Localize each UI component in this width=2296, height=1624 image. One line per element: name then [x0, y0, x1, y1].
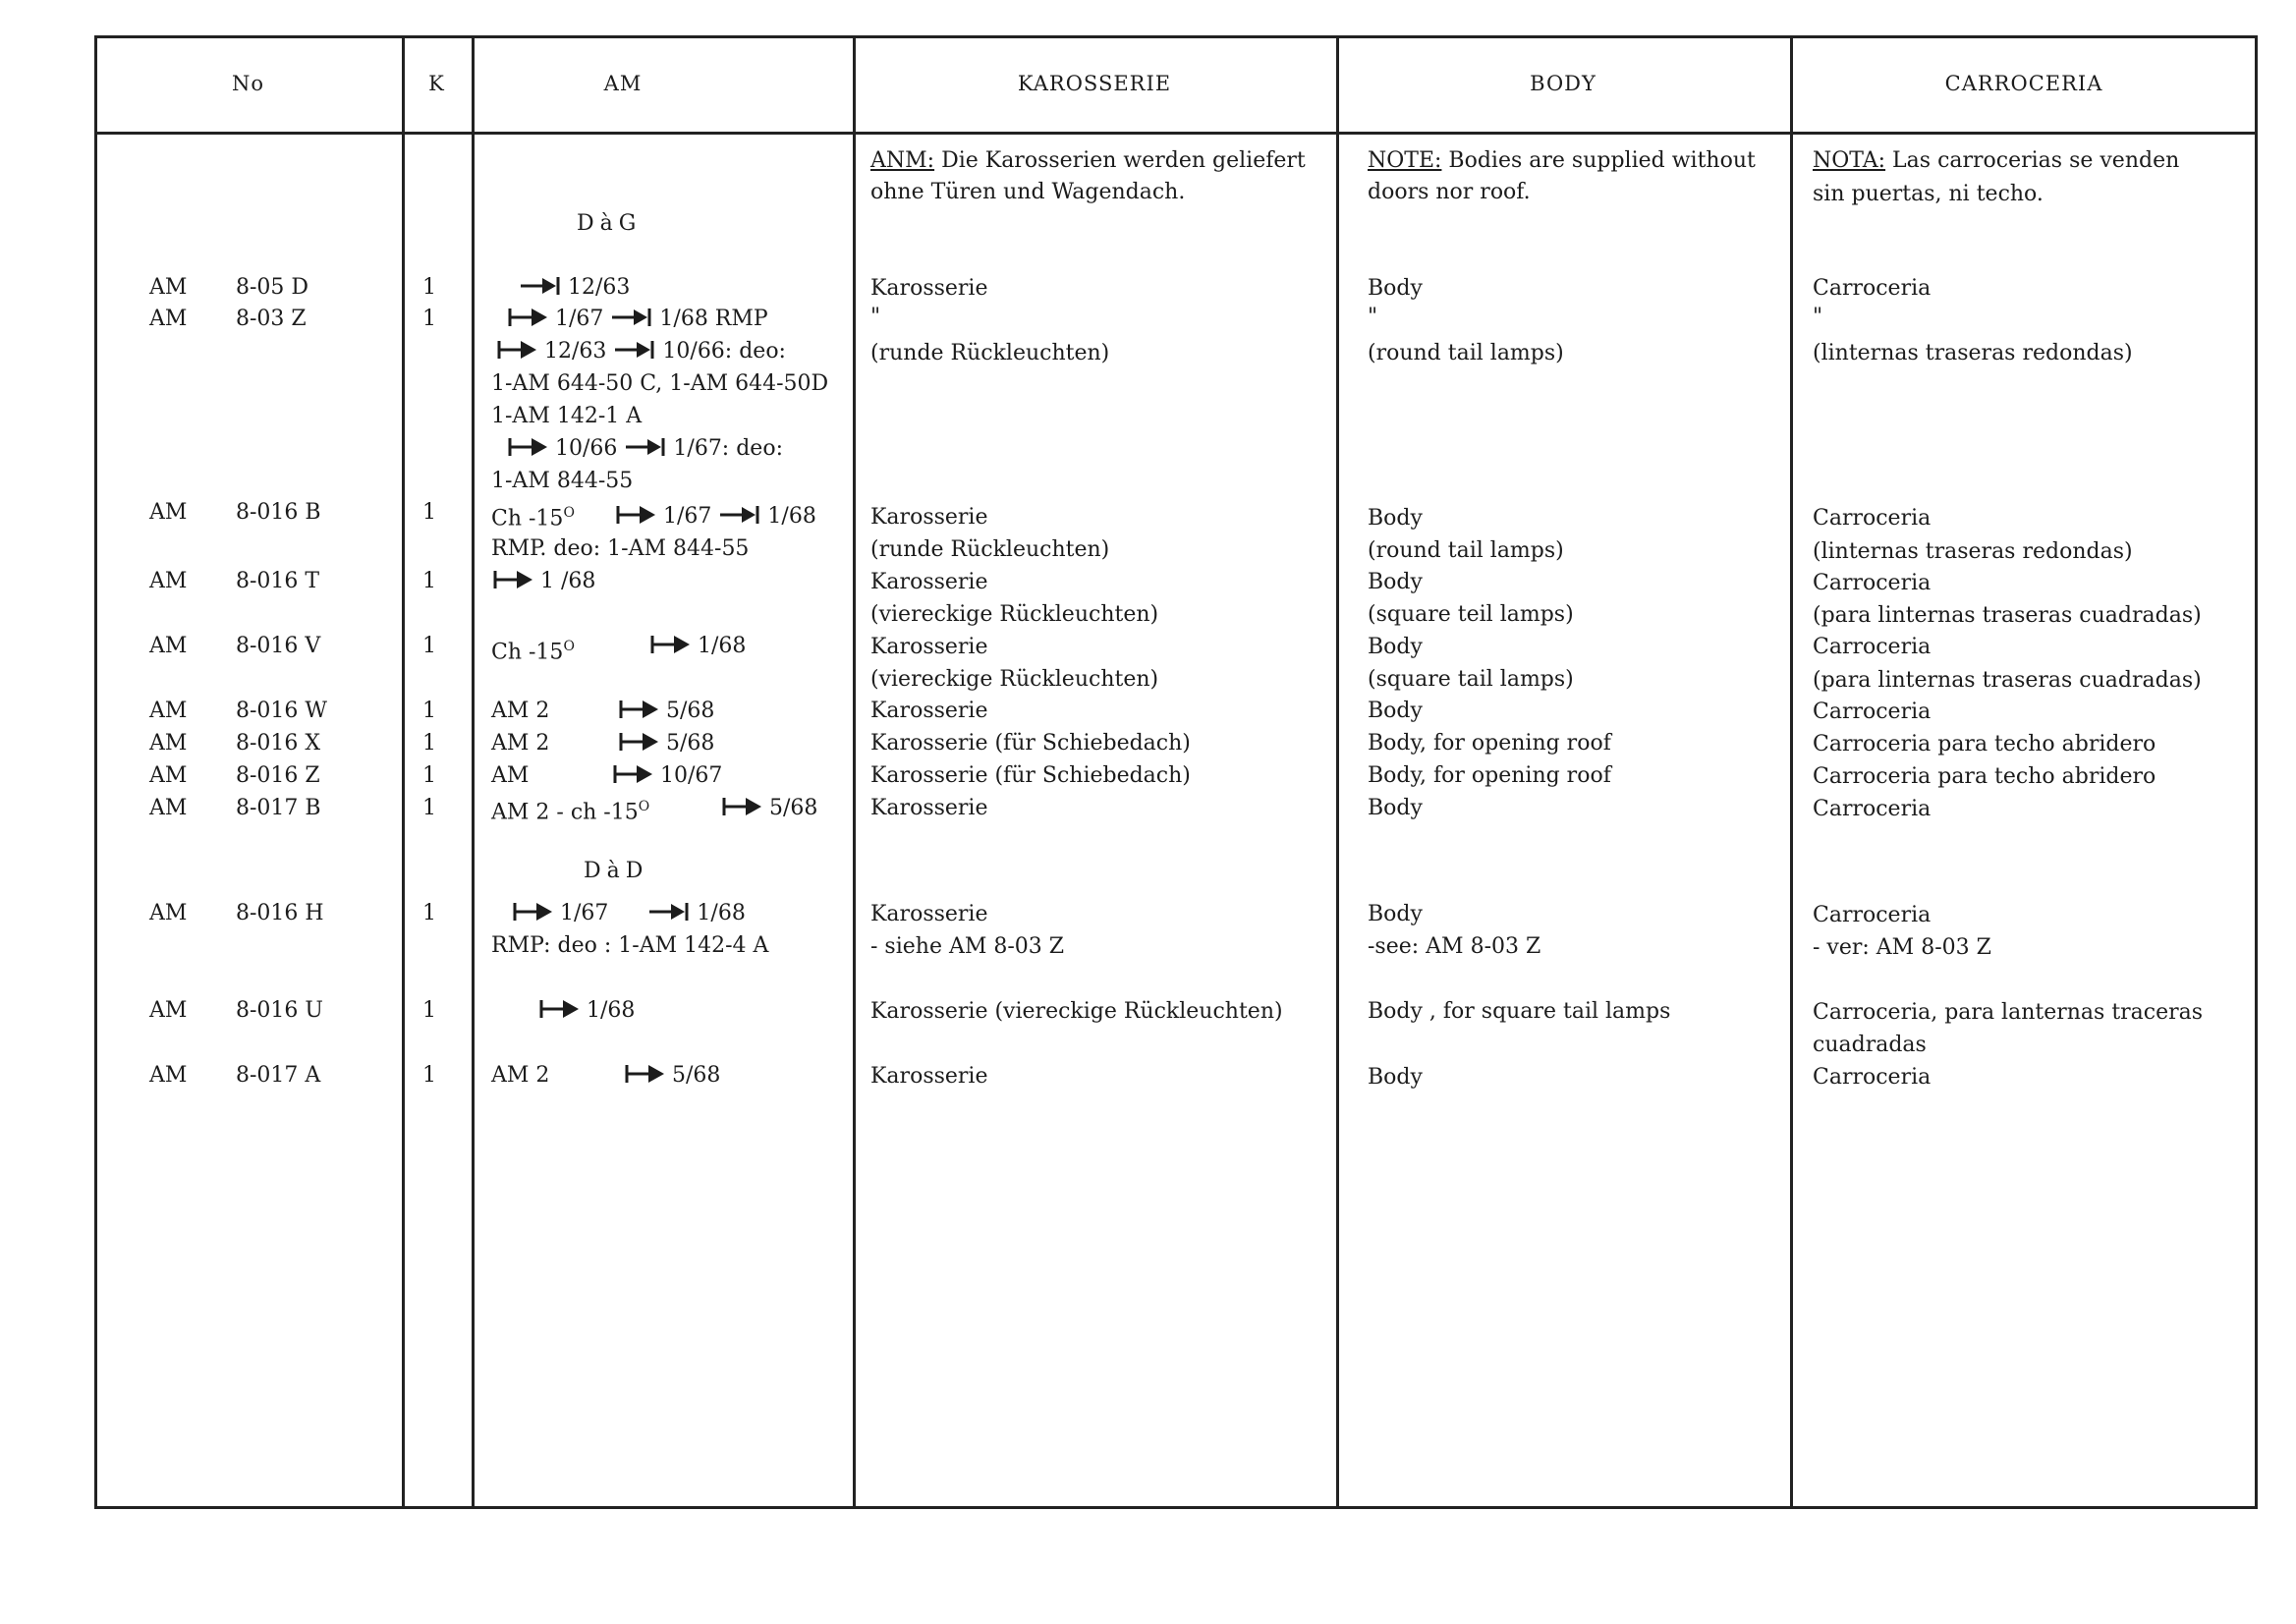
part-number: 8-017 A	[236, 1063, 321, 1088]
desc-de: Karosserie	[870, 635, 988, 659]
desc-de: Karosserie	[870, 699, 988, 723]
header-carroceria: CARROCERIA	[1944, 72, 2103, 95]
desc-en: Body	[1368, 635, 1423, 659]
from-arrow-icon	[614, 504, 659, 526]
column-divider	[472, 35, 475, 1509]
quantity: 1	[422, 998, 436, 1023]
am-note: 1 /68	[491, 569, 595, 594]
desc-de: - siehe AM 8-03 Z	[870, 934, 1065, 959]
note-en: NOTE: Bodies are supplied without	[1368, 148, 1756, 173]
am-note: Ch $-15^O$	[491, 639, 575, 665]
desc-en: (round tail lamps)	[1368, 341, 1564, 365]
desc-es: Carroceria	[1813, 700, 1932, 724]
desc-es: Carroceria	[1813, 903, 1932, 927]
quantity: 1	[422, 569, 436, 593]
from-arrow-icon	[720, 796, 765, 817]
note-en-line2: doors nor roof.	[1368, 180, 1531, 204]
am-note: 1/67 1/68	[614, 504, 816, 530]
desc-de: Karosserie	[870, 1064, 988, 1089]
from-arrow-icon	[506, 436, 551, 458]
quantity: 1	[422, 634, 436, 658]
from-arrow-icon	[623, 1063, 668, 1085]
desc-de: (viereckige Rückleuchten)	[870, 602, 1159, 627]
am-note: AM 2	[491, 731, 550, 756]
part-number: 8-05 D	[236, 275, 309, 300]
quantity: 1	[422, 901, 436, 925]
quantity: 1	[422, 699, 436, 723]
part-number: 8-016 X	[236, 731, 321, 756]
am-note: AM 2	[491, 1063, 550, 1088]
desc-es: - ver: AM 8-03 Z	[1813, 935, 1991, 960]
am-note: 5/68	[623, 1063, 720, 1089]
quantity: 1	[422, 1063, 436, 1088]
desc-en: (square teil lamps)	[1368, 602, 1574, 627]
header-body: BODY	[1530, 72, 1596, 95]
part-number: 8-03 Z	[236, 307, 307, 331]
from-arrow-icon	[617, 699, 662, 720]
desc-en: Body , for square tail lamps	[1368, 999, 1671, 1024]
desc-de: (runde Rückleuchten)	[870, 341, 1110, 365]
am-note: RMP: deo : 1-AM 142-4 A	[491, 933, 769, 958]
am-note: 1/67 1/68	[511, 901, 746, 926]
from-arrow-icon	[495, 339, 540, 361]
desc-en: Body	[1368, 276, 1423, 301]
ditto-mark: "	[1368, 305, 1378, 329]
part-prefix: AM	[149, 998, 188, 1023]
part-prefix: AM	[149, 731, 188, 756]
am-note: 1/67 1/68 RMP	[506, 307, 768, 332]
desc-es: Carroceria	[1813, 797, 1932, 821]
am-note: 1-AM 142-1 A	[491, 404, 643, 428]
am-note: 10/67	[611, 763, 722, 789]
column-divider	[1336, 35, 1339, 1509]
desc-en: Body, for opening roof	[1368, 763, 1611, 788]
part-prefix: AM	[149, 699, 188, 723]
desc-es: Carroceria	[1813, 571, 1932, 595]
desc-en: (round tail lamps)	[1368, 538, 1564, 563]
desc-de: Karosserie	[870, 796, 988, 820]
desc-es: Carroceria para techo abridero	[1813, 764, 2156, 789]
desc-es: Carroceria	[1813, 1065, 1932, 1090]
section-heading: DàD	[584, 859, 649, 883]
until-arrow-icon	[519, 275, 564, 297]
part-prefix: AM	[149, 796, 188, 820]
am-note: 5/68	[720, 796, 817, 821]
desc-es: (linternas traseras redondas)	[1813, 539, 2133, 564]
part-number: 8-016 V	[236, 634, 321, 658]
am-note: 1-AM 844-55	[491, 469, 634, 493]
am-note: 10/66 1/67: deo:	[506, 436, 783, 462]
quantity: 1	[422, 731, 436, 756]
part-prefix: AM	[149, 275, 188, 300]
desc-de: Karosserie (für Schiebedach)	[870, 763, 1191, 788]
am-note: 5/68	[617, 731, 714, 756]
desc-es: (para linternas traseras cuadradas)	[1813, 603, 2202, 628]
desc-de: (runde Rückleuchten)	[870, 537, 1110, 562]
desc-es: cuadradas	[1813, 1033, 1927, 1057]
desc-es: (para linternas traseras cuadradas)	[1813, 668, 2202, 693]
part-number: 8-016 W	[236, 699, 328, 723]
am-note: Ch $-15^O$	[491, 505, 575, 532]
desc-en: Body	[1368, 570, 1423, 594]
quantity: 1	[422, 307, 436, 331]
part-prefix: AM	[149, 763, 188, 788]
header-k: K	[428, 72, 445, 95]
column-divider	[853, 35, 856, 1509]
desc-en: Body	[1368, 796, 1423, 820]
quantity: 1	[422, 275, 436, 300]
desc-en: Body, for opening roof	[1368, 731, 1611, 756]
header-divider	[94, 132, 2258, 135]
part-number: 8-016 H	[236, 901, 324, 925]
desc-es: Carroceria para techo abridero	[1813, 732, 2156, 756]
am-note: 12/63 10/66: deo:	[495, 339, 786, 364]
am-note: AM 2	[491, 699, 550, 723]
desc-de: Karosserie	[870, 505, 988, 530]
desc-en: Body	[1368, 902, 1423, 926]
from-arrow-icon	[511, 901, 556, 923]
part-number: 8-016 B	[236, 500, 321, 525]
note-de-line2: ohne Türen und Wagendach.	[870, 180, 1186, 204]
note-es: NOTA: Las carrocerias se venden	[1813, 148, 2180, 173]
until-arrow-icon	[610, 307, 655, 328]
header-karosserie: KAROSSERIE	[1017, 72, 1172, 95]
part-number: 8-016 Z	[236, 763, 320, 788]
desc-en: Body	[1368, 506, 1423, 531]
part-number: 8-016 T	[236, 569, 320, 593]
quantity: 1	[422, 500, 436, 525]
header-no: No	[231, 72, 265, 95]
desc-es: Carroceria, para lanternas traceras	[1813, 1000, 2204, 1025]
part-number: 8-017 B	[236, 796, 321, 820]
section-heading: DàG	[577, 211, 643, 236]
am-note: 5/68	[617, 699, 714, 724]
from-arrow-icon	[537, 998, 583, 1020]
quantity: 1	[422, 763, 436, 788]
ditto-mark: "	[1813, 305, 1823, 329]
part-prefix: AM	[149, 500, 188, 525]
am-note: 1/68	[537, 998, 635, 1024]
am-note: AM	[491, 763, 530, 788]
part-prefix: AM	[149, 307, 188, 331]
desc-de: Karosserie (für Schiebedach)	[870, 731, 1191, 756]
am-note: 1/68	[648, 634, 746, 659]
part-prefix: AM	[149, 1063, 188, 1088]
am-note: 12/63	[519, 275, 630, 301]
note-de: ANM: Die Karosserien werden geliefert	[870, 148, 1306, 173]
desc-en: (square tail lamps)	[1368, 667, 1574, 692]
from-arrow-icon	[611, 763, 656, 785]
am-note: 1-AM 644-50 C, 1-AM 644-50D	[491, 371, 829, 396]
desc-en: Body	[1368, 699, 1423, 723]
part-number: 8-016 U	[236, 998, 323, 1023]
column-divider	[402, 35, 405, 1509]
desc-en: -see: AM 8-03 Z	[1368, 934, 1541, 959]
desc-en: Body	[1368, 1065, 1423, 1090]
am-note: AM 2 - ch $-15^O$	[491, 799, 650, 825]
column-divider	[1790, 35, 1793, 1509]
part-prefix: AM	[149, 634, 188, 658]
ditto-mark: "	[870, 305, 881, 329]
until-arrow-icon	[624, 436, 669, 458]
desc-de: (viereckige Rückleuchten)	[870, 667, 1159, 692]
am-note: RMP. deo: 1-AM 844-55	[491, 536, 750, 561]
until-arrow-icon	[647, 901, 693, 923]
header-am: AM	[603, 72, 643, 95]
until-arrow-icon	[613, 339, 658, 361]
part-prefix: AM	[149, 901, 188, 925]
from-arrow-icon	[491, 569, 536, 590]
from-arrow-icon	[506, 307, 551, 328]
desc-de: Karosserie	[870, 570, 988, 594]
desc-es: Carroceria	[1813, 506, 1932, 531]
desc-de: Karosserie	[870, 276, 988, 301]
note-es-line2: sin puertas, ni techo.	[1813, 182, 2044, 206]
desc-de: Karosserie (viereckige Rückleuchten)	[870, 999, 1283, 1024]
quantity: 1	[422, 796, 436, 820]
from-arrow-icon	[617, 731, 662, 753]
until-arrow-icon	[718, 504, 763, 526]
desc-de: Karosserie	[870, 902, 988, 926]
desc-es: Carroceria	[1813, 635, 1932, 659]
desc-es: Carroceria	[1813, 276, 1932, 301]
from-arrow-icon	[648, 634, 694, 655]
desc-es: (linternas traseras redondas)	[1813, 341, 2133, 365]
part-prefix: AM	[149, 569, 188, 593]
